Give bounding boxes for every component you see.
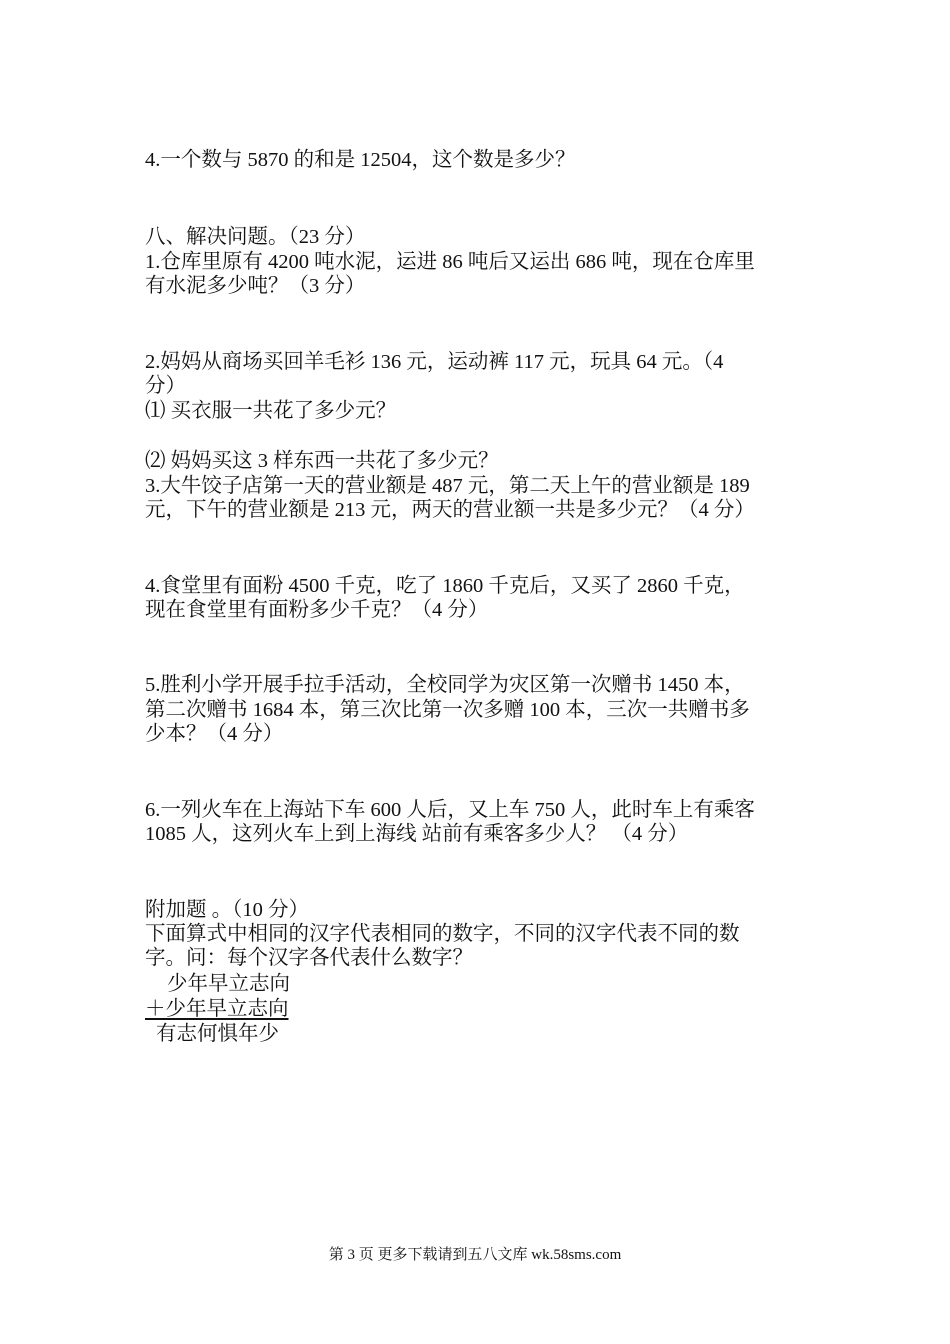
problem-1-line-1: 1.仓库里原有 4200 吨水泥，运进 86 吨后又运出 686 吨，现在仓库里 xyxy=(145,251,755,273)
problem-2-line-2: 分） xyxy=(145,375,186,397)
page-footer: 第 3 页 更多下载请到五八文库 wk.58sms.com xyxy=(328,1247,622,1263)
problem-2-line-1: 2.妈妈从商场买回羊毛衫 136 元，运动裤 117 元，玩具 64 元。（4 xyxy=(145,351,724,373)
bonus-desc-line-1: 下面算式中相同的汉字代表相同的数字，不同的汉字代表不同的数 xyxy=(145,923,740,945)
problem-6-line-2: 1085 人，这列火车上到上海线 站前有乘客多少人？ （4 分） xyxy=(145,823,689,845)
puzzle-addend-2: ＋少年早立志向 xyxy=(145,997,289,1020)
question-4-calc: 4.一个数与 5870 的和是 12504，这个数是多少？ xyxy=(145,149,576,171)
problem-5-line-2: 第二次赠书 1684 本，第三次比第一次多赠 100 本，三次一共赠书多 xyxy=(145,699,750,721)
bonus-desc-line-2: 字。问：每个汉字各代表什么数字？ xyxy=(145,947,473,969)
section-8-heading: 八、解决问题。（23 分） xyxy=(145,226,366,248)
problem-1-line-2: 有水泥多少吨？（3 分） xyxy=(145,275,366,297)
problem-6-line-1: 6.一列火车在上海站下车 600 人后，又上车 750 人，此时车上有乘客 xyxy=(145,799,755,821)
problem-4-line-2: 现在食堂里有面粉多少千克？（4 分） xyxy=(145,599,489,621)
puzzle-addend-1: 少年早立志向 xyxy=(167,972,290,995)
problem-5-line-3: 少本？（4 分） xyxy=(145,723,284,745)
puzzle-sum: 有志何惧年少 xyxy=(156,1022,279,1045)
bonus-heading: 附加题 。（10 分） xyxy=(145,899,309,921)
problem-4-line-1: 4.食堂里有面粉 4500 千克，吃了 1860 千克后，又买了 2860 千克， xyxy=(145,575,745,597)
problem-5-line-1: 5.胜利小学开展手拉手活动，全校同学为灾区第一次赠书 1450 本， xyxy=(145,674,745,696)
problem-2-sub-1: ⑴ 买衣服一共花了多少元？ xyxy=(145,400,397,422)
problem-3-line-1: 3.大牛饺子店第一天的营业额是 487 元，第二天上午的营业额是 189 xyxy=(145,475,750,497)
problem-3-line-2: 元，下午的营业额是 213 元，两天的营业额一共是多少元？（4 分） xyxy=(145,499,755,521)
problem-2-sub-2: ⑵ 妈妈买这 3 样东西一共花了多少元？ xyxy=(145,450,499,472)
